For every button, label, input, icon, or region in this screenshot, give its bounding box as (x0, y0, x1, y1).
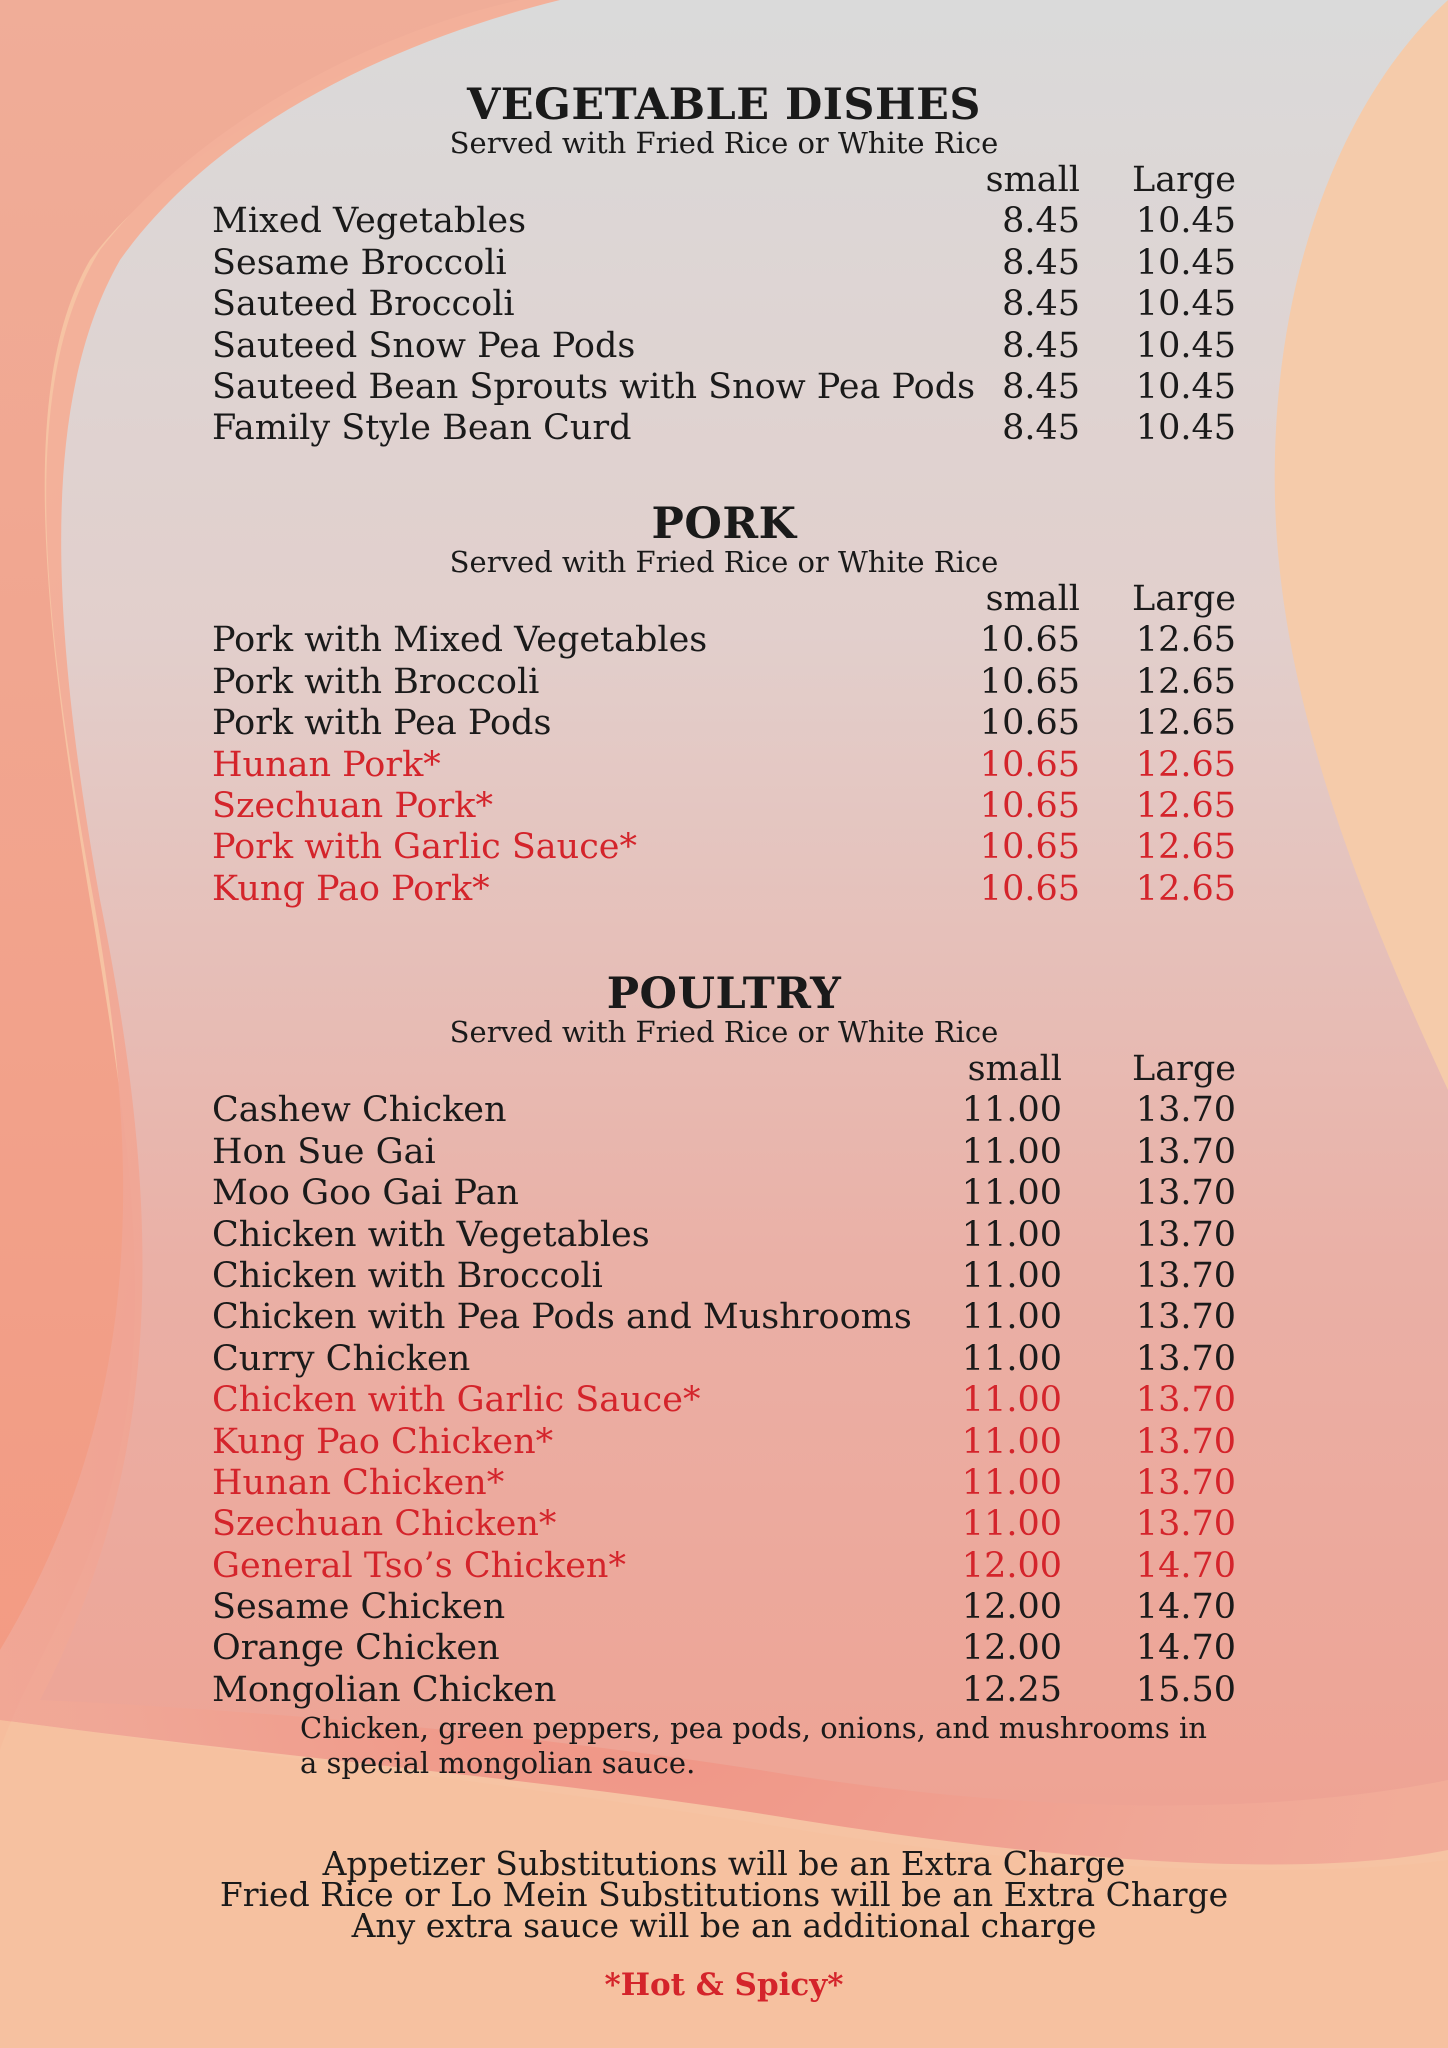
menu-item (212, 1587, 1236, 1628)
menu-item (212, 367, 1236, 408)
column-header-large: Large (1132, 579, 1236, 619)
price-small: 10.65 (979, 744, 1080, 785)
price-small: 11.00 (961, 1255, 1062, 1296)
menu-item (212, 1256, 1236, 1297)
menu-item-name: General Tso’s Chicken* (212, 1545, 626, 1586)
price-large: 13.70 (1135, 1255, 1236, 1296)
price-small: 11.00 (961, 1504, 1062, 1545)
menu-item (212, 827, 1236, 868)
price-large: 13.70 (1135, 1338, 1236, 1379)
price-small: 11.00 (961, 1173, 1062, 1214)
item-list (212, 620, 1236, 910)
price-large: 13.70 (1135, 1297, 1236, 1338)
menu-item-name: Szechuan Pork* (212, 785, 493, 826)
price-large: 10.45 (1135, 242, 1236, 283)
price-small: 10.65 (979, 661, 1080, 702)
price-large: 12.65 (1135, 661, 1236, 702)
footer-note: Any extra sauce will be an additional charge (351, 1906, 1097, 1945)
price-large: 10.45 (1135, 366, 1236, 407)
section-vegetable-dishes (212, 82, 1236, 450)
column-header-small: small (985, 579, 1080, 619)
price-large: 10.45 (1135, 284, 1236, 325)
menu-item-name: Pork with Garlic Sauce* (212, 827, 638, 868)
price-large: 13.70 (1135, 1214, 1236, 1255)
menu-item-name: Moo Goo Gai Pan (212, 1173, 519, 1214)
price-small: 11.00 (961, 1131, 1062, 1172)
item-list (212, 1090, 1236, 1781)
price-large: 10.45 (1135, 201, 1236, 242)
price-large: 13.70 (1135, 1462, 1236, 1503)
column-headers (212, 160, 1236, 201)
menu-item (212, 703, 1236, 744)
menu-item (212, 243, 1236, 284)
section-title: PORK (651, 499, 797, 549)
menu-item-name: Family Style Bean Curd (212, 408, 632, 449)
price-small: 11.00 (961, 1297, 1062, 1338)
price-large: 13.70 (1135, 1090, 1236, 1131)
price-large: 13.70 (1135, 1421, 1236, 1462)
menu-item (212, 408, 1236, 449)
section-title: POULTRY (606, 969, 842, 1019)
section-subtitle: Served with Fried Rice or White Rice (449, 126, 999, 160)
price-large: 13.70 (1135, 1380, 1236, 1421)
menu-item-name: Sauteed Bean Sprouts with Snow Pea Pods (212, 366, 976, 407)
price-small: 11.00 (961, 1421, 1062, 1462)
menu-item (212, 1463, 1236, 1504)
footer-note: Appetizer Substitutions will be an Extra Charge (322, 1844, 1126, 1883)
price-large: 14.70 (1135, 1587, 1236, 1628)
menu-item (212, 1670, 1236, 1711)
price-small: 10.65 (979, 785, 1080, 826)
section-subtitle: Served with Fried Rice or White Rice (449, 1015, 999, 1049)
menu-item (212, 326, 1236, 367)
menu-item-name: Hon Sue Gai (212, 1131, 436, 1172)
menu-item-name: Chicken with Broccoli (212, 1255, 603, 1296)
price-small: 11.00 (961, 1462, 1062, 1503)
price-small: 12.00 (961, 1545, 1062, 1586)
price-large: 13.70 (1135, 1504, 1236, 1545)
price-large: 12.65 (1135, 868, 1236, 909)
menu-item-name: Mixed Vegetables (212, 201, 527, 242)
menu-item-name: Szechuan Chicken* (212, 1504, 557, 1545)
menu-footer (0, 1844, 1448, 2003)
price-small: 8.45 (1002, 242, 1080, 283)
menu-item (212, 284, 1236, 325)
menu-item (212, 1132, 1236, 1173)
price-large: 12.65 (1135, 744, 1236, 785)
menu-item (212, 786, 1236, 827)
menu-item-name: Cashew Chicken (212, 1090, 507, 1131)
price-large: 10.45 (1135, 408, 1236, 449)
menu-item (212, 1422, 1236, 1463)
price-large: 13.70 (1135, 1131, 1236, 1172)
menu-item (212, 1628, 1236, 1669)
menu-item (212, 1215, 1236, 1256)
price-large: 14.70 (1135, 1545, 1236, 1586)
menu-item (212, 1380, 1236, 1421)
column-header-large: Large (1132, 160, 1236, 200)
menu-item (212, 620, 1236, 661)
price-small: 12.00 (961, 1628, 1062, 1669)
menu-item-name: Chicken with Garlic Sauce* (212, 1380, 701, 1421)
column-header-small: small (985, 160, 1080, 200)
price-small: 12.00 (961, 1587, 1062, 1628)
menu-item-name: Hunan Chicken* (212, 1462, 505, 1503)
menu-item (212, 1173, 1236, 1214)
footer-note: Fried Rice or Lo Mein Substitutions will be an Extra Charge (219, 1875, 1229, 1914)
price-large: 12.65 (1135, 827, 1236, 868)
menu-item-name: Mongolian Chicken (212, 1669, 557, 1710)
price-small: 10.65 (979, 703, 1080, 744)
price-small: 11.00 (961, 1090, 1062, 1131)
column-header-small: small (967, 1049, 1062, 1089)
section-poultry (212, 971, 1236, 1781)
column-headers (212, 1049, 1236, 1090)
menu-item-name: Kung Pao Pork* (212, 868, 490, 909)
price-small: 8.45 (1002, 366, 1080, 407)
menu-item-name: Kung Pao Chicken* (212, 1421, 554, 1462)
price-small: 12.25 (961, 1669, 1062, 1710)
column-headers (212, 579, 1236, 620)
menu-item (212, 745, 1236, 786)
hot-spicy-legend: *Hot & Spicy* (604, 1967, 844, 2003)
price-large: 12.65 (1135, 785, 1236, 826)
price-small: 8.45 (1002, 325, 1080, 366)
price-large: 13.70 (1135, 1173, 1236, 1214)
section-title: VEGETABLE DISHES (467, 80, 981, 130)
menu-item-name: Pork with Broccoli (212, 661, 540, 702)
menu-item-description: Chicken, green peppers, pea pods, onions, and mushrooms in a special mongolian sauce. (300, 1711, 1207, 1781)
menu-item-name: Pork with Pea Pods (212, 703, 552, 744)
menu-item-name: Sauteed Snow Pea Pods (212, 325, 636, 366)
column-header-large: Large (1132, 1049, 1236, 1089)
menu-item-name: Sesame Broccoli (212, 242, 507, 283)
menu-item (212, 1297, 1236, 1338)
price-small: 11.00 (961, 1380, 1062, 1421)
price-small: 10.65 (979, 827, 1080, 868)
price-small: 8.45 (1002, 201, 1080, 242)
menu-item-name: Chicken with Pea Pods and Mushrooms (212, 1297, 912, 1338)
menu-item (212, 869, 1236, 910)
item-list (212, 201, 1236, 449)
menu-item-name: Sauteed Broccoli (212, 284, 515, 325)
menu-item (212, 662, 1236, 703)
menu-item-name: Sesame Chicken (212, 1587, 506, 1628)
price-large: 10.45 (1135, 325, 1236, 366)
section-pork (212, 501, 1236, 910)
menu-item-name: Orange Chicken (212, 1628, 500, 1669)
price-large: 14.70 (1135, 1628, 1236, 1669)
price-large: 12.65 (1135, 620, 1236, 661)
price-small: 8.45 (1002, 408, 1080, 449)
menu-item (212, 1339, 1236, 1380)
price-large: 12.65 (1135, 703, 1236, 744)
menu-item (212, 1546, 1236, 1587)
price-large: 15.50 (1135, 1669, 1236, 1710)
menu-item-name: Hunan Pork* (212, 744, 441, 785)
section-subtitle: Served with Fried Rice or White Rice (449, 545, 999, 579)
price-small: 10.65 (979, 620, 1080, 661)
menu-item (212, 1090, 1236, 1131)
menu-item-name: Curry Chicken (212, 1338, 471, 1379)
price-small: 11.00 (961, 1338, 1062, 1379)
menu-item (212, 1504, 1236, 1545)
menu-item-name: Pork with Mixed Vegetables (212, 620, 708, 661)
price-small: 8.45 (1002, 284, 1080, 325)
price-small: 10.65 (979, 868, 1080, 909)
menu-item (212, 201, 1236, 242)
menu-item-name: Chicken with Vegetables (212, 1214, 650, 1255)
price-small: 11.00 (961, 1214, 1062, 1255)
